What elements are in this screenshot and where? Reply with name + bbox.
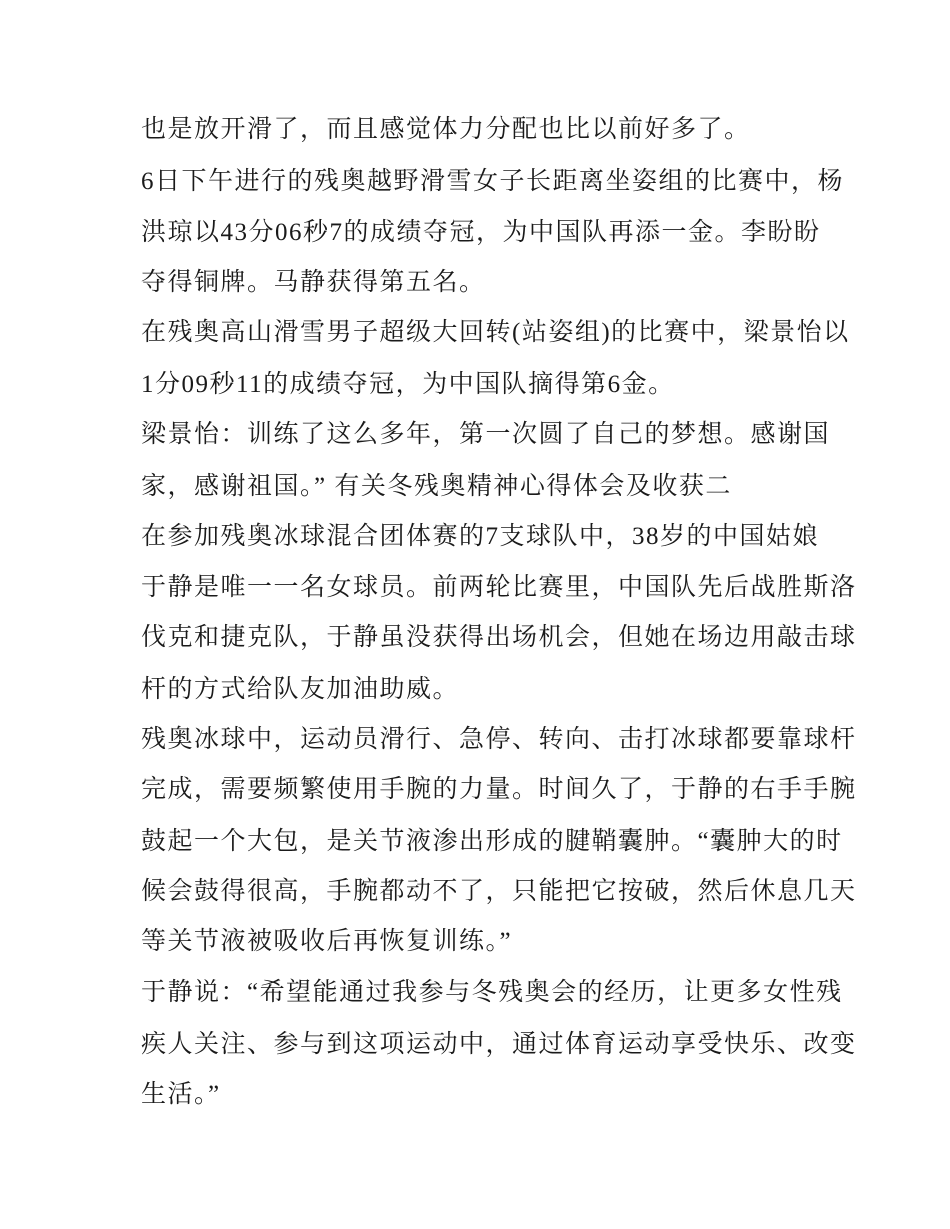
- text-line: 完成，需要频繁使用手腕的力量。时间久了，于静的右手手腕: [141, 776, 857, 803]
- text-line: 等关节液被吸收后再恢复训练。”: [141, 928, 513, 955]
- text-line: 鼓起一个大包，是关节液渗出形成的腱鞘囊肿。“囊肿大的时: [141, 828, 843, 855]
- text-line: 家，感谢祖国。” 有关冬残奥精神心得体会及收获二: [141, 473, 732, 500]
- text-line: 生活。”: [141, 1081, 221, 1108]
- text-line: 也是放开滑了，而且感觉体力分配也比以前好多了。: [141, 116, 751, 143]
- text-line: 于静说：“希望能通过我参与冬残奥会的经历，让更多女性残: [141, 979, 843, 1006]
- text-line: 1分09秒11的成绩夺冠，为中国队摘得第6金。: [141, 371, 675, 398]
- text-line: 6日下午进行的残奥越野滑雪女子长距离坐姿组的比赛中，杨: [141, 168, 845, 195]
- text-line: 梁景怡：训练了这么多年，第一次圆了自己的梦想。感谢国: [141, 421, 831, 448]
- text-line: 杆的方式给队友加油助威。: [141, 676, 460, 703]
- text-line: 残奥冰球中，运动员滑行、急停、转向、击打冰球都要靠球杆: [141, 726, 857, 753]
- text-line: 在残奥高山滑雪男子超级大回转(站姿组)的比赛中，梁景怡以: [141, 319, 850, 346]
- text-line: 疾人关注、参与到这项运动中，通过体育运动享受快乐、改变: [141, 1031, 857, 1058]
- text-line: 洪琼以43分06秒7的成绩夺冠，为中国队再添一金。李盼盼: [141, 219, 821, 246]
- text-line: 夺得铜牌。马静获得第五名。: [141, 269, 486, 296]
- text-line: 伐克和捷克队，于静虽没获得出场机会，但她在场边用敲击球: [141, 624, 857, 651]
- text-line: 候会鼓得很高，手腕都动不了，只能把它按破，然后休息几天: [141, 878, 857, 905]
- text-line: 在参加残奥冰球混合团体赛的7支球队中，38岁的中国姑娘: [141, 523, 820, 550]
- text-line: 于静是唯一一名女球员。前两轮比赛里，中国队先后战胜斯洛: [141, 574, 857, 601]
